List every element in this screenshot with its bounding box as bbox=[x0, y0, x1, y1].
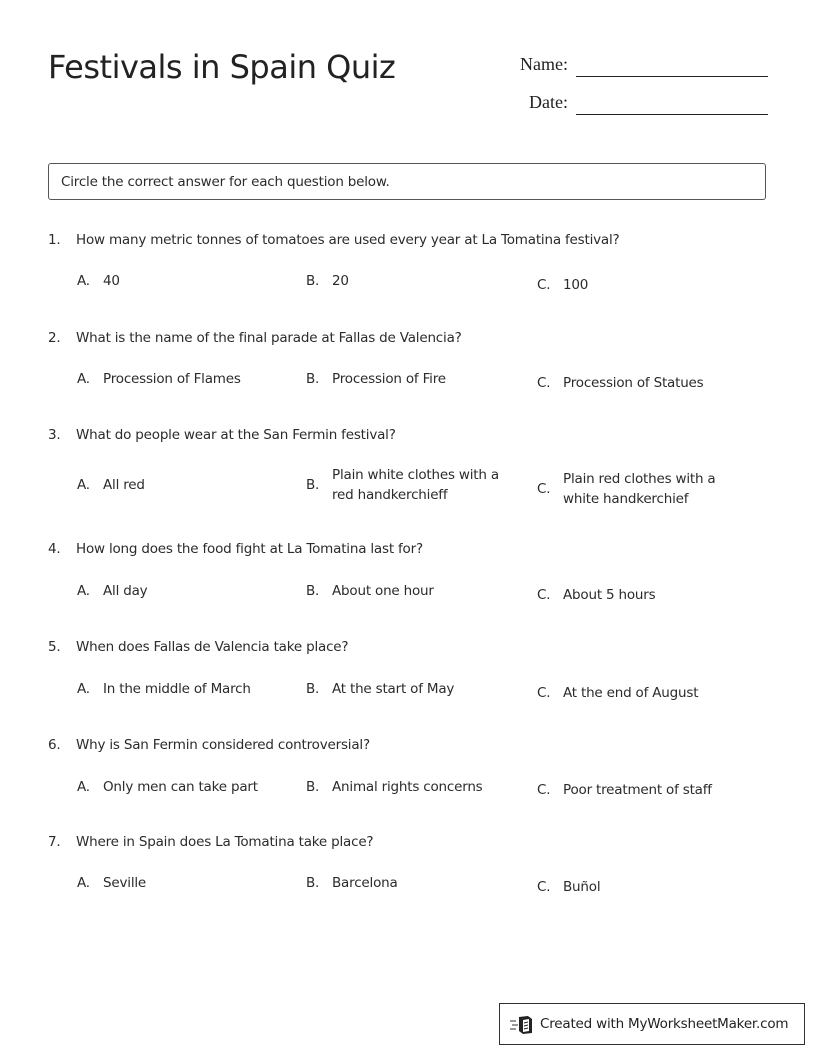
question-text: What do people wear at the San Fermin festival? bbox=[76, 427, 396, 443]
option-text: Seville bbox=[103, 875, 147, 891]
option-text: Buñol bbox=[563, 879, 601, 895]
option-text-line-1: Plain white clothes with a bbox=[332, 467, 499, 483]
option-text-line-1: Plain red clothes with a bbox=[563, 471, 716, 487]
question-number: 4. bbox=[48, 541, 61, 557]
option-text: At the end of August bbox=[563, 685, 699, 701]
question-number: 6. bbox=[48, 737, 61, 753]
option-text: 20 bbox=[332, 273, 349, 289]
option-letter: A. bbox=[77, 273, 90, 289]
question-number: 7. bbox=[48, 834, 61, 850]
question-text: How long does the food fight at La Tomatina last for? bbox=[76, 541, 423, 557]
question-text: How many metric tonnes of tomatoes are used every year at La Tomatina festival? bbox=[76, 232, 620, 248]
option-letter: B. bbox=[306, 273, 320, 289]
option-text: All day bbox=[103, 583, 148, 599]
option-letter: A. bbox=[77, 371, 90, 387]
option-text: At the start of May bbox=[332, 681, 455, 697]
question-text: What is the name of the final parade at Fallas de Valencia? bbox=[76, 330, 462, 346]
option-text: Procession of Flames bbox=[103, 371, 241, 387]
option-letter: C. bbox=[537, 782, 551, 798]
option-letter: C. bbox=[537, 277, 551, 293]
name-label: Name: bbox=[520, 54, 568, 74]
question-number: 3. bbox=[48, 427, 61, 443]
option-text-line-2: red handkerchieff bbox=[332, 487, 448, 503]
option-letter: B. bbox=[306, 681, 320, 697]
option-text: Only men can take part bbox=[103, 779, 258, 795]
name-field-line[interactable] bbox=[576, 76, 768, 77]
question-number: 1. bbox=[48, 232, 61, 248]
date-label: Date: bbox=[529, 92, 568, 112]
date-field-line[interactable] bbox=[576, 114, 768, 115]
option-letter: B. bbox=[306, 875, 320, 891]
option-letter: B. bbox=[306, 371, 320, 387]
question-number: 2. bbox=[48, 330, 61, 346]
footer-text: Created with MyWorksheetMaker.com bbox=[540, 1016, 789, 1032]
option-letter: B. bbox=[306, 583, 320, 599]
option-text: About 5 hours bbox=[563, 587, 656, 603]
option-letter: C. bbox=[537, 481, 551, 497]
page-title: Festivals in Spain Quiz bbox=[48, 48, 396, 86]
option-text-line-2: white handkerchief bbox=[563, 491, 689, 507]
question-text: Where in Spain does La Tomatina take place? bbox=[76, 834, 374, 850]
option-text: Procession of Statues bbox=[563, 375, 704, 391]
question-number: 5. bbox=[48, 639, 61, 655]
option-text: 100 bbox=[563, 277, 589, 293]
instructions-box bbox=[48, 163, 766, 200]
option-text: 40 bbox=[103, 273, 120, 289]
option-text: In the middle of March bbox=[103, 681, 251, 697]
option-letter: B. bbox=[306, 477, 320, 493]
option-letter: A. bbox=[77, 779, 90, 795]
option-letter: C. bbox=[537, 879, 551, 895]
option-text: Animal rights concerns bbox=[332, 779, 483, 795]
option-letter: A. bbox=[77, 875, 90, 891]
option-text: Poor treatment of staff bbox=[563, 782, 712, 798]
option-letter: A. bbox=[77, 681, 90, 697]
option-letter: C. bbox=[537, 685, 551, 701]
option-letter: C. bbox=[537, 375, 551, 391]
option-text: About one hour bbox=[332, 583, 434, 599]
worksheet-logo-icon bbox=[510, 1015, 534, 1035]
footer-badge[interactable] bbox=[499, 1003, 805, 1045]
option-text: All red bbox=[103, 477, 145, 493]
instructions-text: Circle the correct answer for each question below. bbox=[61, 174, 390, 190]
option-text: Procession of Fire bbox=[332, 371, 446, 387]
option-letter: A. bbox=[77, 583, 90, 599]
question-text: When does Fallas de Valencia take place? bbox=[76, 639, 349, 655]
option-letter: B. bbox=[306, 779, 320, 795]
option-letter: C. bbox=[537, 587, 551, 603]
option-text: Barcelona bbox=[332, 875, 398, 891]
option-letter: A. bbox=[77, 477, 90, 493]
question-text: Why is San Fermin considered controversial? bbox=[76, 737, 370, 753]
